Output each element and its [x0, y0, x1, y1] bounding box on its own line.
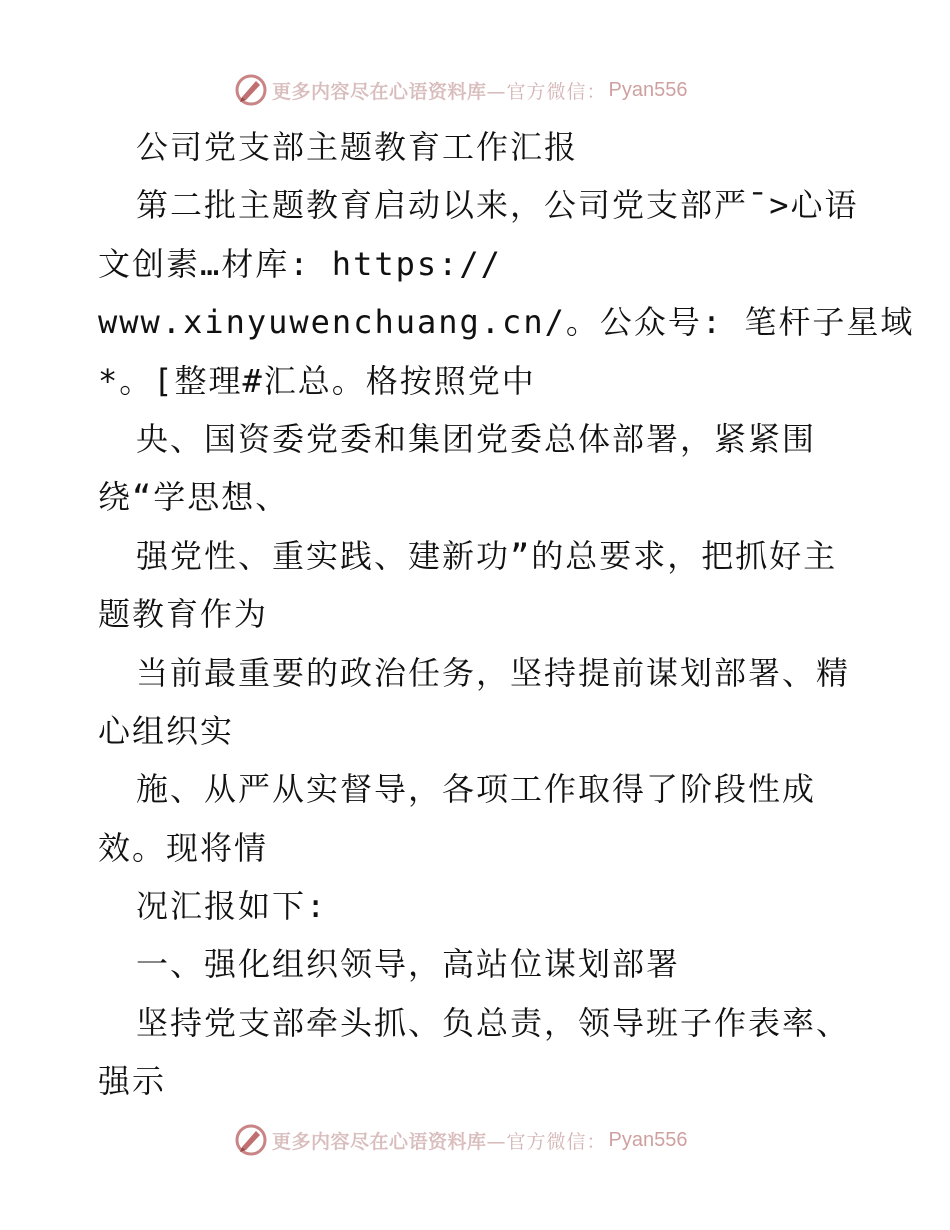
header-banner-text: 更多内容尽在心语资料库 — [272, 80, 487, 103]
footer-banner — [234, 1122, 688, 1158]
section-heading: 一、强化组织领导，高站位谋划部署 — [136, 945, 681, 984]
paragraph-line: 当前最重要的政治任务，坚持提前谋划部署、精 — [136, 653, 851, 692]
paragraph-line: 施、从严从实督导，各项工作取得了阶段性成 — [136, 770, 817, 809]
footer-wechat-id: Pyan556 — [608, 1128, 688, 1151]
paragraph-line: 强党性、重实践、建新功”的总要求，把抓好主 — [136, 536, 838, 575]
paragraph-line: 强示 — [98, 1062, 167, 1101]
header-banner — [234, 72, 688, 108]
paragraph-line: www.xinyuwenchuang.cn/。公众号: 笔杆子星域 — [98, 303, 915, 342]
paragraph-line: *。[整理#汇总。格按照党中 — [98, 361, 536, 400]
paragraph-line: 文创素…材库: https:// — [98, 244, 502, 283]
pen-circle-logo-icon — [234, 1123, 268, 1157]
pen-circle-logo-icon — [234, 73, 268, 107]
document-body — [98, 118, 915, 1111]
paragraph-line: 况汇报如下: — [136, 887, 328, 926]
paragraph-line: 坚持党支部牵头抓、负总责，领导班子作表率、 — [136, 1003, 851, 1042]
header-wechat-id: Pyan556 — [608, 78, 688, 101]
footer-banner-separator: —官方微信： — [486, 1130, 607, 1153]
paragraph-line: 心组织实 — [98, 711, 235, 750]
paragraph-line: 效。现将情 — [98, 828, 269, 867]
paragraph-line: 绕“学思想、 — [98, 478, 290, 517]
paragraph-line: 第二批主题教育启动以来，公司党支部严¯>心语 — [136, 186, 859, 225]
paragraph-line: 央、国资委党委和集团党委总体部署，紧紧围 — [136, 419, 817, 458]
header-banner-separator: —官方微信： — [486, 80, 607, 103]
document-title: 公司党支部主题教育工作汇报 — [136, 128, 579, 166]
paragraph-line: 题教育作为 — [98, 595, 269, 634]
footer-banner-text: 更多内容尽在心语资料库 — [272, 1130, 487, 1153]
